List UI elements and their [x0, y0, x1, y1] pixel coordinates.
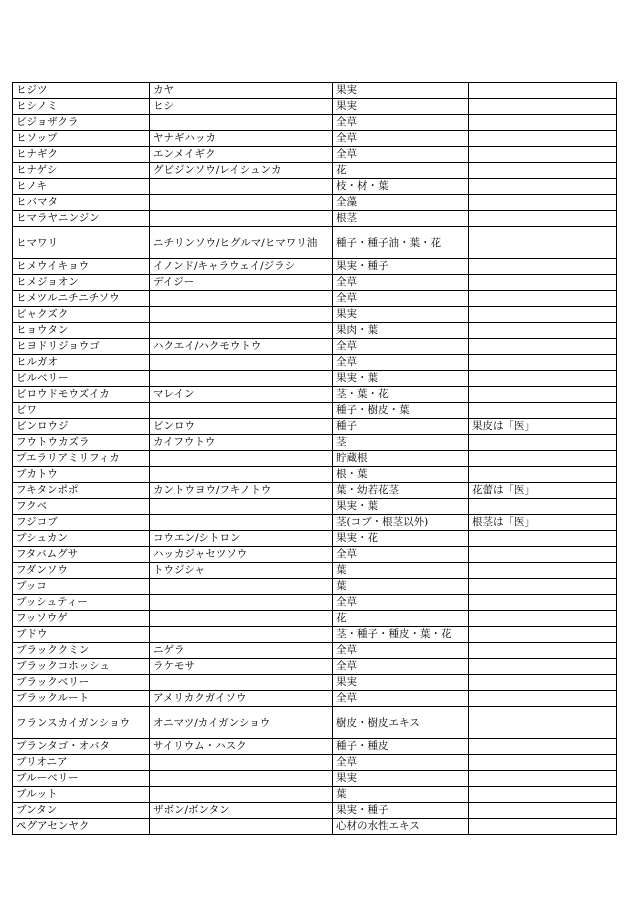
plant-name-cell: プエラリアミリフィカ: [13, 451, 150, 467]
alias-cell: [150, 115, 333, 131]
alias-cell: [150, 307, 333, 323]
part-cell: 茎(コブ・根茎以外): [333, 515, 469, 531]
alias-cell: カイフウトウ: [150, 435, 333, 451]
plant-name-cell: フウトウカズラ: [13, 435, 150, 451]
alias-cell: カヤ: [150, 83, 333, 99]
alias-cell: [150, 499, 333, 515]
part-cell: 貯蔵根: [333, 451, 469, 467]
part-cell: 心材の水性エキス: [333, 819, 469, 835]
alias-cell: トウジシャ: [150, 563, 333, 579]
alias-cell: マレイン: [150, 387, 333, 403]
alias-cell: [150, 451, 333, 467]
note-cell: [469, 83, 617, 99]
note-cell: [469, 819, 617, 835]
plant-name-cell: ブラックルート: [13, 691, 150, 707]
plant-name-cell: ビンロウジ: [13, 419, 150, 435]
note-cell: 根茎は「医」: [469, 515, 617, 531]
alias-cell: [150, 179, 333, 195]
part-cell: 全草: [333, 659, 469, 675]
note-cell: [469, 771, 617, 787]
alias-cell: [150, 291, 333, 307]
table-row: [13, 115, 617, 131]
alias-cell: [150, 323, 333, 339]
plant-name-cell: フッソウゲ: [13, 611, 150, 627]
table-row: [13, 467, 617, 483]
plant-name-cell: ヒメジョオン: [13, 275, 150, 291]
note-cell: [469, 291, 617, 307]
part-cell: 花: [333, 163, 469, 179]
plant-name-cell: ビジョザクラ: [13, 115, 150, 131]
part-cell: 果実: [333, 83, 469, 99]
table-row: [13, 483, 617, 499]
plant-name-cell: ヒメウイキョウ: [13, 259, 150, 275]
plant-name-cell: ブリオニア: [13, 755, 150, 771]
part-cell: 果実: [333, 307, 469, 323]
part-cell: 種子・種子油・葉・花: [333, 227, 469, 259]
plant-name-cell: ヒメツルニチニチソウ: [13, 291, 150, 307]
alias-cell: ラケモサ: [150, 659, 333, 675]
note-cell: [469, 803, 617, 819]
alias-cell: [150, 211, 333, 227]
part-cell: 全草: [333, 275, 469, 291]
note-cell: [469, 739, 617, 755]
table-row: [13, 291, 617, 307]
part-cell: 花: [333, 611, 469, 627]
note-cell: [469, 323, 617, 339]
table-row: [13, 595, 617, 611]
note-cell: [469, 467, 617, 483]
note-cell: [469, 275, 617, 291]
note-cell: [469, 99, 617, 115]
part-cell: 全草: [333, 115, 469, 131]
part-cell: 果実・種子: [333, 803, 469, 819]
plant-name-cell: ブッコ: [13, 579, 150, 595]
part-cell: 全草: [333, 595, 469, 611]
table-row: [13, 179, 617, 195]
note-cell: [469, 707, 617, 739]
table-row: [13, 691, 617, 707]
plant-name-cell: ヒジツ: [13, 83, 150, 99]
part-cell: 葉・幼若花茎: [333, 483, 469, 499]
table-row: [13, 211, 617, 227]
table-row: [13, 803, 617, 819]
plant-name-cell: フランスカイガンショウ: [13, 707, 150, 739]
plant-name-cell: プランタゴ・オバタ: [13, 739, 150, 755]
plant-name-cell: ブカトウ: [13, 467, 150, 483]
alias-cell: [150, 787, 333, 803]
table-row: [13, 611, 617, 627]
table-row: [13, 323, 617, 339]
note-cell: [469, 147, 617, 163]
table-row: [13, 163, 617, 179]
table-row: [13, 83, 617, 99]
note-cell: [469, 179, 617, 195]
plant-name-cell: ヒノキ: [13, 179, 150, 195]
table-row: [13, 579, 617, 595]
note-cell: 果皮は「医」: [469, 419, 617, 435]
note-cell: [469, 355, 617, 371]
table-row: [13, 451, 617, 467]
alias-cell: [150, 371, 333, 387]
alias-cell: イノンド/キャラウェイ/ジラシ: [150, 259, 333, 275]
herb-table-body: [13, 83, 617, 835]
table-row: [13, 755, 617, 771]
table-row: [13, 627, 617, 643]
part-cell: 全草: [333, 547, 469, 563]
alias-cell: [150, 627, 333, 643]
note-cell: [469, 755, 617, 771]
part-cell: 種子・樹皮・葉: [333, 403, 469, 419]
table-row: [13, 275, 617, 291]
part-cell: 果実: [333, 771, 469, 787]
alias-cell: [150, 579, 333, 595]
note-cell: [469, 307, 617, 323]
plant-name-cell: ブルーベリー: [13, 771, 150, 787]
plant-name-cell: ヒョウタン: [13, 323, 150, 339]
table-row: [13, 307, 617, 323]
note-cell: [469, 675, 617, 691]
note-cell: [469, 195, 617, 211]
table-row: [13, 659, 617, 675]
table-row: [13, 771, 617, 787]
part-cell: 根茎: [333, 211, 469, 227]
part-cell: 果実・葉: [333, 499, 469, 515]
part-cell: 茎・種子・種皮・葉・花: [333, 627, 469, 643]
part-cell: 種子: [333, 419, 469, 435]
alias-cell: カントウヨウ/フキノトウ: [150, 483, 333, 499]
plant-name-cell: ビワ: [13, 403, 150, 419]
note-cell: [469, 531, 617, 547]
alias-cell: [150, 403, 333, 419]
table-row: [13, 355, 617, 371]
plant-name-cell: フタバムグサ: [13, 547, 150, 563]
plant-name-cell: ブラッククミン: [13, 643, 150, 659]
plant-name-cell: ブンタン: [13, 803, 150, 819]
plant-name-cell: ヒルガオ: [13, 355, 150, 371]
alias-cell: ニチリンソウ/ヒグルマ/ヒマワリ油: [150, 227, 333, 259]
alias-cell: ヒシ: [150, 99, 333, 115]
part-cell: 茎: [333, 435, 469, 451]
plant-name-cell: ヒソップ: [13, 131, 150, 147]
part-cell: 果実・葉: [333, 371, 469, 387]
plant-name-cell: ブラックベリー: [13, 675, 150, 691]
note-cell: [469, 547, 617, 563]
alias-cell: [150, 819, 333, 835]
alias-cell: サイリウム・ハスク: [150, 739, 333, 755]
part-cell: 果肉・葉: [333, 323, 469, 339]
part-cell: 葉: [333, 787, 469, 803]
alias-cell: デイジー: [150, 275, 333, 291]
table-row: [13, 787, 617, 803]
table-row: [13, 403, 617, 419]
herb-table: [12, 82, 617, 835]
note-cell: [469, 339, 617, 355]
part-cell: 全草: [333, 131, 469, 147]
part-cell: 全草: [333, 355, 469, 371]
alias-cell: [150, 755, 333, 771]
part-cell: 全草: [333, 291, 469, 307]
note-cell: [469, 435, 617, 451]
table-row: [13, 339, 617, 355]
table-row: [13, 675, 617, 691]
plant-name-cell: ヒナゲシ: [13, 163, 150, 179]
note-cell: [469, 691, 617, 707]
table-row: [13, 531, 617, 547]
note-cell: [469, 627, 617, 643]
alias-cell: [150, 595, 333, 611]
table-row: [13, 371, 617, 387]
table-row: [13, 195, 617, 211]
part-cell: 全藻: [333, 195, 469, 211]
note-cell: [469, 387, 617, 403]
alias-cell: ニゲラ: [150, 643, 333, 659]
note-cell: [469, 131, 617, 147]
plant-name-cell: ブッシュティー: [13, 595, 150, 611]
part-cell: 茎・葉・花: [333, 387, 469, 403]
note-cell: [469, 659, 617, 675]
table-row: [13, 99, 617, 115]
plant-name-cell: フクベ: [13, 499, 150, 515]
note-cell: [469, 611, 617, 627]
note-cell: [469, 643, 617, 659]
part-cell: 全草: [333, 147, 469, 163]
plant-name-cell: ヒマラヤニンジン: [13, 211, 150, 227]
table-row: [13, 739, 617, 755]
part-cell: 果実・花: [333, 531, 469, 547]
note-cell: [469, 563, 617, 579]
table-row: [13, 547, 617, 563]
note-cell: [469, 787, 617, 803]
table-row: [13, 707, 617, 739]
alias-cell: ハッカジャセツソウ: [150, 547, 333, 563]
note-cell: [469, 163, 617, 179]
note-cell: [469, 579, 617, 595]
plant-name-cell: ヒナギク: [13, 147, 150, 163]
plant-name-cell: フジコブ: [13, 515, 150, 531]
alias-cell: コウエン/シトロン: [150, 531, 333, 547]
alias-cell: オニマツ/カイガンショウ: [150, 707, 333, 739]
plant-name-cell: ビャクズク: [13, 307, 150, 323]
alias-cell: ビンロウ: [150, 419, 333, 435]
note-cell: [469, 451, 617, 467]
plant-name-cell: ビルベリー: [13, 371, 150, 387]
table-row: [13, 435, 617, 451]
plant-name-cell: ビロウドモウズイカ: [13, 387, 150, 403]
part-cell: 樹皮・樹皮エキス: [333, 707, 469, 739]
plant-name-cell: ブドウ: [13, 627, 150, 643]
part-cell: 種子・種皮: [333, 739, 469, 755]
alias-cell: [150, 467, 333, 483]
table-row: [13, 499, 617, 515]
table-row: [13, 259, 617, 275]
note-cell: [469, 211, 617, 227]
alias-cell: [150, 611, 333, 627]
part-cell: 果実: [333, 675, 469, 691]
alias-cell: [150, 195, 333, 211]
alias-cell: ヤナギハッカ: [150, 131, 333, 147]
alias-cell: [150, 675, 333, 691]
part-cell: 葉: [333, 579, 469, 595]
part-cell: 果実・種子: [333, 259, 469, 275]
table-row: [13, 227, 617, 259]
alias-cell: エンメイギク: [150, 147, 333, 163]
part-cell: 枝・材・葉: [333, 179, 469, 195]
plant-name-cell: ヒシノミ: [13, 99, 150, 115]
alias-cell: [150, 771, 333, 787]
table-row: [13, 419, 617, 435]
note-cell: [469, 403, 617, 419]
part-cell: 葉: [333, 563, 469, 579]
part-cell: 全草: [333, 755, 469, 771]
alias-cell: ハクエイ/ハクモウトウ: [150, 339, 333, 355]
plant-name-cell: ヒマワリ: [13, 227, 150, 259]
alias-cell: グビジンソウ/レイシュンカ: [150, 163, 333, 179]
plant-name-cell: フキタンポポ: [13, 483, 150, 499]
plant-name-cell: ヒバマタ: [13, 195, 150, 211]
table-row: [13, 387, 617, 403]
part-cell: 全草: [333, 339, 469, 355]
alias-cell: アメリカクガイソウ: [150, 691, 333, 707]
part-cell: 根・葉: [333, 467, 469, 483]
note-cell: [469, 115, 617, 131]
plant-name-cell: ブルット: [13, 787, 150, 803]
table-row: [13, 131, 617, 147]
part-cell: 全草: [333, 643, 469, 659]
note-cell: [469, 259, 617, 275]
note-cell: 花蕾は「医」: [469, 483, 617, 499]
alias-cell: ザボン/ボンタン: [150, 803, 333, 819]
note-cell: [469, 227, 617, 259]
note-cell: [469, 499, 617, 515]
plant-name-cell: ペグアセンヤク: [13, 819, 150, 835]
table-row: [13, 819, 617, 835]
plant-name-cell: ヒヨドリジョウゴ: [13, 339, 150, 355]
part-cell: 全草: [333, 691, 469, 707]
table-row: [13, 563, 617, 579]
plant-name-cell: フダンソウ: [13, 563, 150, 579]
alias-cell: [150, 355, 333, 371]
part-cell: 果実: [333, 99, 469, 115]
note-cell: [469, 595, 617, 611]
plant-name-cell: ブシュカン: [13, 531, 150, 547]
table-row: [13, 147, 617, 163]
plant-name-cell: ブラックコホッシュ: [13, 659, 150, 675]
alias-cell: [150, 515, 333, 531]
note-cell: [469, 371, 617, 387]
table-row: [13, 515, 617, 531]
table-row: [13, 643, 617, 659]
